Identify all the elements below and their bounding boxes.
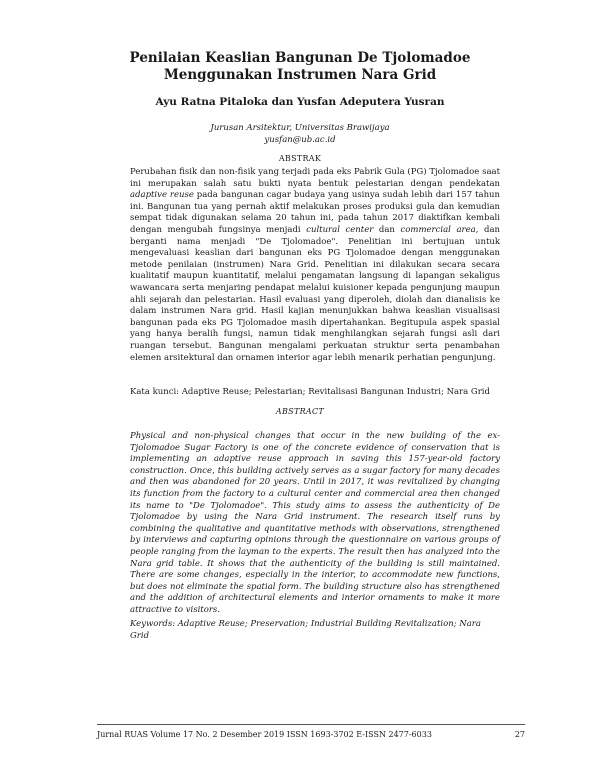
authors: Ayu Ratna Pitaloka dan Yusfan Adeputera Yusran xyxy=(155,96,445,108)
footer-divider xyxy=(97,724,525,725)
kata-kunci: Kata kunci: Adaptive Reuse; Pelestarian; Revitalisasi Bangunan Industri; Nara Grid xyxy=(130,387,490,397)
title-line-2: Menggunakan Instrumen Nara Grid xyxy=(163,67,437,83)
author-email: yusfan@ub.ac.id xyxy=(264,135,336,145)
abstrak-term-cultural-center: cultural center xyxy=(306,224,374,235)
abstrak-text-2: pada bangunan cagar budaya yang usinya sudah lebih dari 157 tahun ini. Bangunan tua yang pernah aktif melakukan proses produksi gula dan kemudian sempat tidak digunakan selama 20 tahun ini, pada tahun 2017 diaktifkan kembali dengan mengubah fungsinya menjadi xyxy=(130,190,500,235)
footer-journal-info: Jurnal RUAS Volume 17 No. 2 Desember 2019 ISSN 1693-3702 E-ISSN 2477-6033 xyxy=(97,730,432,739)
affiliation xyxy=(60,122,540,146)
abstrak-term-commercial-area: commercial area xyxy=(400,224,476,235)
keywords: Keywords: Adaptive Reuse; Preservation; Industrial Building Revitalization; Nara Grid xyxy=(130,619,481,641)
affiliation-department: Jurusan Arsitektur, Universitas Brawijaya xyxy=(210,123,390,133)
paper-title xyxy=(60,50,540,84)
title-line-1: Penilaian Keaslian Bangunan De Tjolomadoe xyxy=(129,50,471,66)
abstract-body: Physical and non-physical changes that occur in the new building of the ex-Tjolomadoe Sugar Factory is one of the concrete evidence of conservation that is implementing an adaptive reuse approach in saving this 157-year-old factory construction. Once, this building actively serves as a sugar factory for many decades and then was abandoned for 20 years. Until in 2017, it was revitalized by changing its function from the factory to a cultural center and commercial area then changed its name to "De Tjolomadoe". This study aims to assess the authenticity of De Tjolomadoe by using the Nara Grid instrument. The research itself runs by combining the qualitative and quantitative methods with observations, strengthened by interviews and capturing opinions through the questionnaire on various groups of people ranging from the layman to the experts. The result then has analyzed into the Nara grid table. It shows that the authenticity of the building is still maintained. There are some changes, especially in the interior, to accommodate new functions, but does not eliminate the spatial form. The building structure also has strengthened and the addition of architectural elements and interior ornaments to make it more attractive to visitors. xyxy=(130,431,500,615)
abstrak-body xyxy=(130,167,500,364)
abstrak-text-4: , dan berganti nama menjadi "De Tjolomadoe". Penelitian ini bertujuan untuk mengevaluasi keaslian dari bangunan eks PG Tjolomadoe dengan menggunakan metode penilaian (instrumen) Nara Grid. Penelitian ini dilakukan secara secara kualitatif maupun kuantitatif, melalui pengamatan langsung di lapangan sekaligus wawancara serta menjaring pendapat melalui kuisioner kepada pengunjung maupun ahli sejarah dan pelestarian. Hasil evaluasi yang diperoleh, diolah dan dianalisis ke dalam instrumen Nara grid. Hasil kajian menunjukkan bahwa keaslian visualisasi bangunan pada eks PG Tjolomadoe masih dipertahankan. Begitupula aspek spasial yang hanya beralih fungsi, namun tidak menghilangkan sejarah fungsi asli dari ruangan tersebut. Bangunan mengalami perkuatan struktur serta penambahan elemen arsitektural dan ornamen interior agar lebih menarik perhatian pengunjung. xyxy=(130,224,500,363)
abstrak-term-adaptive-reuse: adaptive reuse xyxy=(130,190,194,201)
abstrak-heading: ABSTRAK xyxy=(278,154,322,163)
abstrak-text-1: Perubahan fisik dan non-fisik yang terjadi pada eks Pabrik Gula (PG) Tjolomadoe saat ini merupakan salah satu bukti nyata bentuk pelestarian dengan pendekatan xyxy=(130,167,500,189)
abstrak-text-3: dan xyxy=(373,224,401,235)
abstract-heading: ABSTRACT xyxy=(275,407,325,416)
page-number: 27 xyxy=(514,730,525,739)
